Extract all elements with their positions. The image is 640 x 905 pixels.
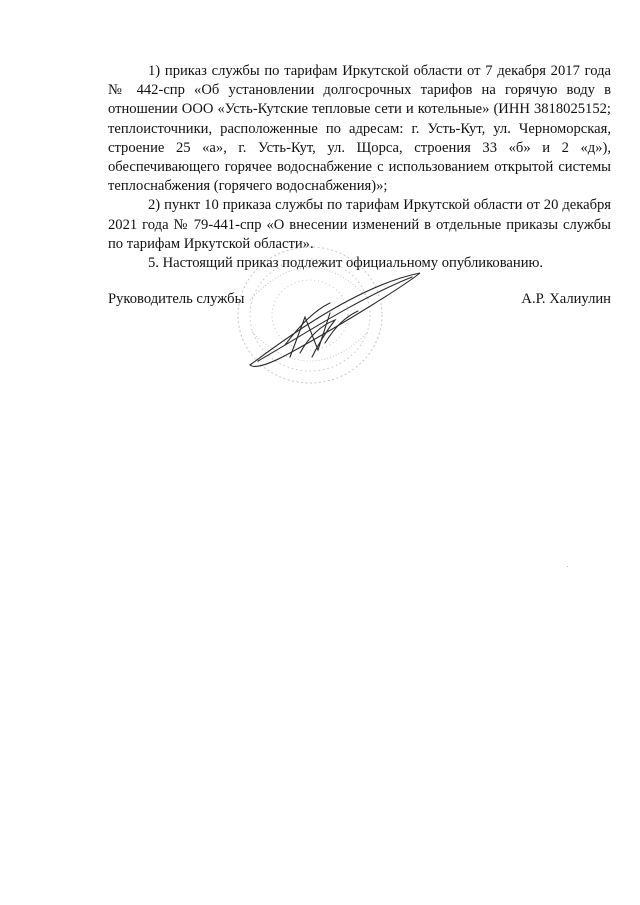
paragraph-item-2: 2) пункт 10 приказа службы по тарифам Иркутской области от 20 декабря 2021 года № 79-441-спр «О внесении изменений в отдельные приказы службы по тарифам Иркутской области». xyxy=(108,197,611,252)
handwritten-signature xyxy=(230,265,430,380)
paragraph-item-1: 1) приказ службы по тарифам Иркутской области от 7 декабря 2017 года № 442-спр «Об установлении долгосрочных тарифов на горячую воду в отношении ООО «Усть-Кутские тепловые сети и котельные» (ИНН 3818025152; теплоисточники, расположенные по адресам: г. Усть-Кут, ул. Черноморская, строение 25 «а», г. Усть-Кут, ул. Щорса, строения 33 «б» и 2 «д»), обеспечивающего горячее водоснабжение с использованием открытой системы теплоснабжения (горячего водоснабжения)»; xyxy=(108,63,611,195)
signatory-role: Руководитель службы xyxy=(108,291,245,307)
signatory-name: А.Р. Халиулин xyxy=(521,291,611,307)
scan-artifact xyxy=(567,566,568,567)
paragraph-item-5: 5. Настоящий приказ подлежит официальному опубликованию. xyxy=(148,255,544,272)
